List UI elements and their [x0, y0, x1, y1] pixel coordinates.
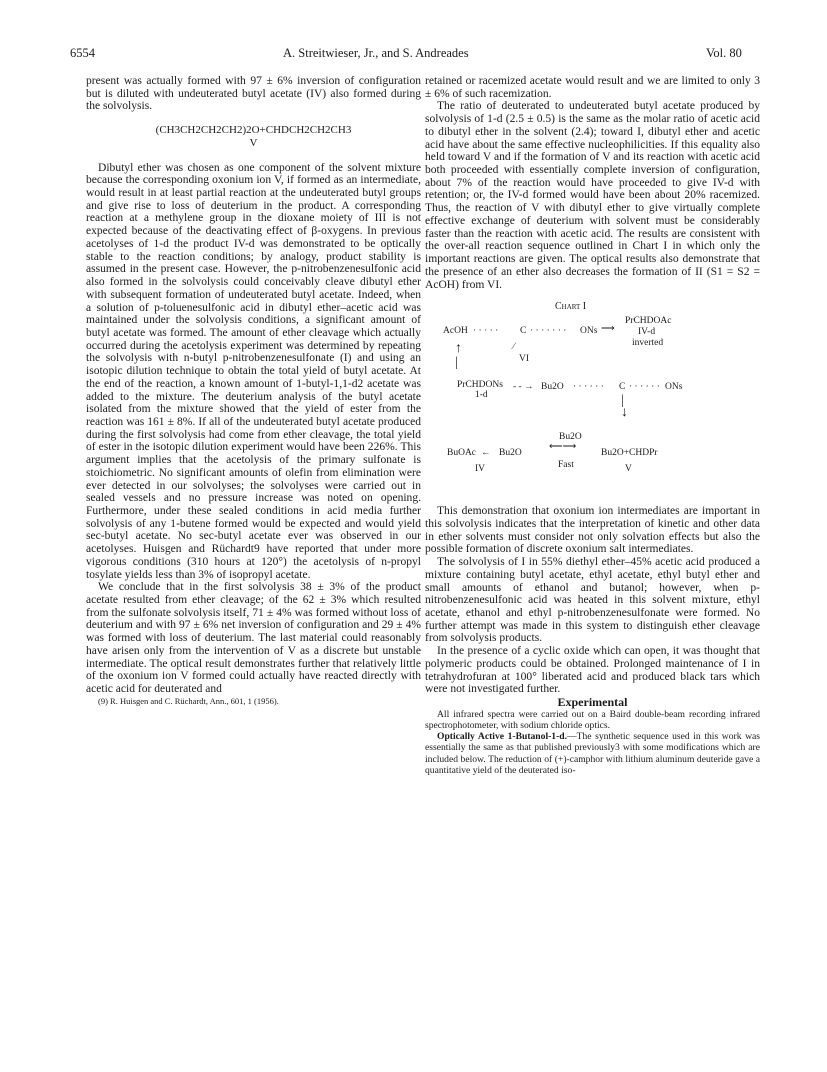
scheme-acoh: AcOH — [443, 326, 468, 337]
footnote: (9) R. Huisgen and C. Rüchardt, Ann., 601, 1 (1956). — [98, 695, 279, 706]
line-icon: | — [455, 355, 458, 371]
paragraph-text: —The synthetic sequence used in this work was essentially the same as that published previously3 with some modifications which are included below. The reduction of (+)-camphor with lithium aluminum deuteride gave a quantitative yield of the deuterated iso- — [425, 731, 760, 776]
scheme-carbon: C — [619, 382, 626, 393]
paragraph: Dibutyl ether was chosen as one component of the solvent mixture because the corresponding oxonium ion V, if formed as an intermediate, would result in at least partial reaction at the undeuterated butyl groups and give rise to loss of deuterium in the product. A corresponding reaction at a methylene group in the dioxane moiety of III is not expected because of the deactivating effect of β-oxygens. In previous acetolyses of 1-d the product IV-d was demonstrated to be optically stable to the reaction conditions; by analogy, product stability is assumed in the present case. However, the p-nitrobenzenesulfonic acid also formed in the solvolysis could conceivably cleave dibutyl ether with subsequent formation of undeuterated butyl acetate. Indeed, when a solution of p-toluenesulfonic acid in dibutyl ether–acetic acid was maintained under the solvolysis conditions, a significant amount of butyl acetate was formed. The amount of ether cleavage which actually occurred during the acetolysis experiment was determined by repeating the solvolysis with n-butyl p-nitrobenzenesulfonate (I) and using an isotopic dilution technique to obtain the total yield of butyl acetate. At the end of the reaction, a known amount of 1-butyl-1,1-d2 acetate was added to the mixture. The deuterium analysis of the butyl acetate isolated from the mixture showed that the yield of ester from the reaction was 161 ± 8%. If all of the undeuterated butyl acetate produced during the first solvolysis had come from ether cleavage, the total yield of ester in the isotopic dilution experiment would have been 226%. This argument implies that the acetolysis of the primary sulfonate is stoichiometric. No significant amounts of olefin from elimination were ever detected in our solvolyses; the solvolyses were carried out in sealed vessels and no pressure increase was noted on opening. Furthermore, under these sealed conditions in acid media further solvolysis of any 1-butene formed would be expected and would yield sec-butyl acetate. No sec-butyl acetate ever was observed in our acetolyses. Huisgen and Rüchardt9 have reported that under more vigorous conditions (310 hours at 120°) the acetolysis of n-propyl tosylate yields less than 3% of isopropyl acetate. — [86, 161, 421, 581]
scheme-product-label: IV-d — [638, 327, 656, 338]
scheme-1d: 1-d — [475, 390, 488, 401]
run-in-heading: Optically Active 1-Butanol-1-d. — [437, 731, 568, 743]
scheme-bu2o: Bu2O — [559, 432, 582, 443]
scheme-bu2o: Bu2O — [541, 382, 564, 393]
line-icon: | — [621, 393, 624, 409]
reaction-scheme — [425, 295, 760, 495]
scheme-buoac: BuOAc — [447, 448, 477, 459]
paragraph: retained or racemized acetate would result and we are limited to only 3 ± 6% of such racemization. — [425, 75, 760, 100]
scheme-carbon: C — [520, 326, 527, 337]
scheme-prchdons: PrCHDONs — [457, 380, 503, 391]
dotted-bond: · · · · · · · — [530, 326, 567, 337]
paragraph: The solvolysis of I in 55% diethyl ether–45% acetic acid produced a mixture containing butyl acetate, ethyl acetate, ethyl butyl ether and small amounts of ethanol and butanol; however, when p-nitrobenzenesulfonic acid was heated in this solvent mixture, ethyl acetate, ethanol and ethyl p-nitrobenzenesulfonate were formed. No further attempt was made in this system to distinguish ether cleavage from solvolysis products. — [425, 556, 760, 645]
scheme-product-note: inverted — [632, 338, 664, 349]
paragraph: present was actually formed with 97 ± 6% inversion of configuration but is diluted with undeuterated butyl acetate (IV) also formed during the solvolysis. — [86, 75, 421, 113]
down-arrow-icon: ↓ — [621, 405, 628, 421]
left-column — [86, 75, 421, 707]
paragraph: In the presence of a cyclic oxide which can open, it was thought that polymeric products could be obtained. Prolonged maintenance of I in tetrahydrofuran at 100° liberated acid and produced black tars which were not investigated further. — [425, 645, 760, 696]
right-column — [425, 75, 760, 776]
paragraph: We conclude that in the first solvolysis 38 ± 3% of the product acetate resulted from ether cleavage; of the 62 ± 3% which resulted from the sulfonate solvolysis itself, 71 ± 4% was formed without loss of deuterium and with 97 ± 6% net inversion of configuration and 29 ± 4% was formed with loss of deuterium. The last material could reasonably have arisen only from the intervention of V as a discrete but unstable intermediate. The optical result demonstrates further that relatively little of the oxonium ion V formed could actually have reacted directly with acetic acid for deuterated and — [86, 581, 421, 696]
dashed-arrow-icon: - - → — [513, 382, 534, 393]
scheme-title: Chart I — [555, 301, 587, 313]
dotted-bond: · · · · · · — [629, 382, 660, 393]
up-arrow-icon: ↑ — [455, 341, 462, 357]
dotted-bond: · · · · · · — [573, 382, 604, 393]
bond-icon: ⁄ — [513, 342, 515, 353]
section-heading: Experimental — [557, 695, 628, 709]
scheme-v: V — [625, 464, 632, 475]
paragraph — [425, 731, 760, 776]
scheme-ons: ONs — [580, 326, 598, 337]
paragraph: All infrared spectra were carried out on a Baird double-beam recording infrared spectrophotometer, with sodium chloride optics. — [425, 708, 760, 731]
chemical-formula: (CH3CH2CH2CH2)2O+CHDCH2CH2CH3 — [155, 124, 352, 137]
scheme-fast: Fast — [558, 460, 574, 471]
arrow-icon: ⟶ — [601, 324, 615, 335]
paragraph: The ratio of deuterated to undeuterated butyl acetate produced by solvolysis of 1-d (2.5 ± 0.5) is the same as the molar ratio of acetic acid to dibutyl ether in the solvent (2.4); toward I, dibutyl ether and acetic acid have about the same effective nucleophilicities. If this equality also held toward V and if the formation of V and its reaction with acetic acid both proceeded with essentially complete inversion of configuration, about 7% of the reaction would have proceeded to give IV-d with retention; or, the IV-d formed would have been about 20% racemized. Thus, the reaction of V with dibutyl ether to give virtually complete effective exchange of deuterium with solvent must be considerably faster than the reaction with acetic acid. The results are consistent with the over-all reaction sequence outlined in Chart I in which only the important reactions are given. The optical results also demonstrate that the presence of an ether also decreases the formation of II (S1 = S2 = AcOH) from VI. — [425, 100, 760, 291]
page-number: 6554 — [70, 46, 95, 60]
equilibrium-arrow-icon: ⟵⟶ — [549, 442, 577, 453]
dotted-bond: · · · · · — [473, 326, 499, 337]
volume-label: Vol. 80 — [706, 46, 742, 60]
formula-label: V — [249, 136, 258, 149]
scheme-product: PrCHDOAc — [625, 316, 672, 327]
scheme-ons: ONs — [665, 382, 683, 393]
scheme-iv: IV — [475, 464, 486, 475]
arrow-icon: ← — [481, 448, 491, 459]
paragraph: This demonstration that oxonium ion intermediates are important in this solvolysis indicates that the interpretation of kinetic and other data in ether solvents must consider not only solvation effects but also the possible formation of discrete oxonium salt intermediates. — [425, 505, 760, 556]
scheme-bu2o: Bu2O — [499, 448, 522, 459]
scheme-vi: VI — [519, 354, 530, 365]
author-line: A. Streitwieser, Jr., and S. Andreades — [283, 46, 469, 60]
scheme-oxonium: Bu2O+CHDPr — [601, 448, 658, 459]
